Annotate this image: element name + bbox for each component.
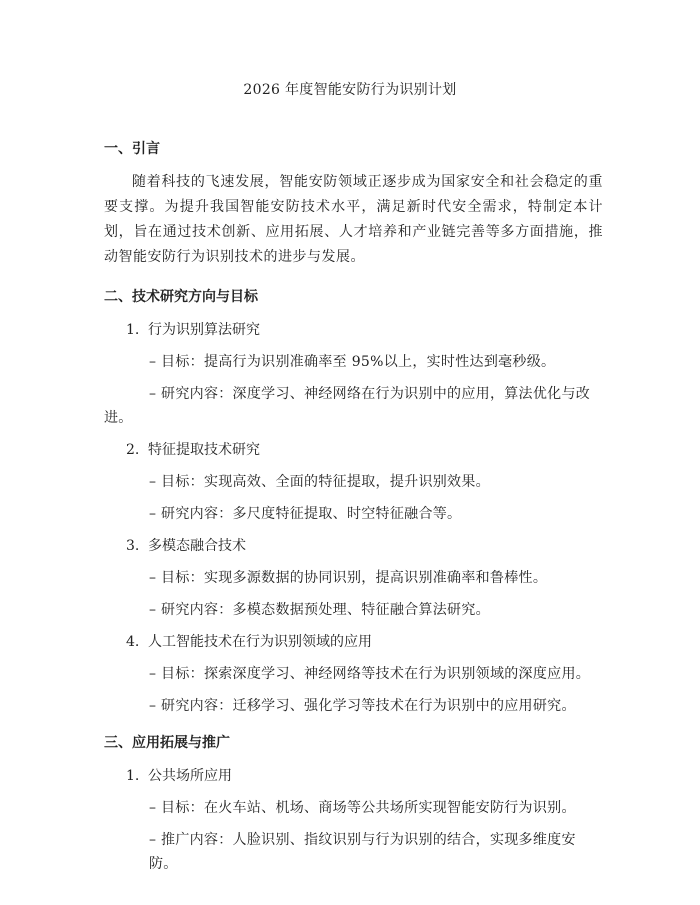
list-item-title: 行为识别算法研究 (148, 322, 260, 338)
bullet-content: – 研究内容：多模态数据预处理、特征融合算法研究。 (149, 602, 490, 618)
bullet-content: – 研究内容：多尺度特征提取、时空特征融合等。 (149, 506, 462, 522)
bullet-goal: – 目标：实现多源数据的协同识别，提高识别准确率和鲁棒性。 (149, 570, 548, 586)
bullet-goal: – 目标：实现高效、全面的特征提取，提升识别效果。 (149, 474, 490, 490)
intro-paragraph: 随着科技的飞速发展，智能安防领域正逐步成为国家安全和社会稳定的重要支撑。为提升我国智能安防技术水平，满足新时代安全需求，特制定本计划，旨在通过技术创新、应用拓展、人才培养和产业链完善等多方面措施，推动智能安防行为识别技术的进步与发展。 (104, 174, 603, 265)
bullet-goal: – 目标：探索深度学习、神经网络等技术在行为识别领域的深度应用。 (149, 666, 591, 682)
list-number: 4. (126, 634, 140, 650)
list-number: 2. (126, 442, 140, 458)
list-item (104, 318, 603, 342)
list-item-title: 公共场所应用 (148, 768, 232, 784)
list-item (104, 630, 603, 654)
list-item-title: 人工智能技术在行为识别领域的应用 (148, 634, 372, 650)
section-heading-research: 二、技术研究方向与目标 (104, 289, 258, 305)
document-body (104, 138, 603, 884)
document-title: 2026 年度智能安防行为识别计划 (243, 82, 457, 98)
bullet-goal: – 目标：在火车站、机场、商场等公共场所实现智能安防行为识别。 (149, 800, 576, 816)
section-heading-intro: 一、引言 (104, 141, 160, 157)
list-number: 1. (126, 322, 140, 338)
list-number: 3. (126, 538, 140, 554)
list-item (104, 764, 603, 788)
list-item-title: 多模态融合技术 (148, 538, 246, 554)
bullet-content: – 研究内容：深度学习、神经网络在行为识别中的应用，算法优化与改进。 (104, 386, 591, 426)
bullet-content: – 推广内容：人脸识别、指纹识别与行为识别的结合，实现多维度安防。 (149, 832, 576, 872)
list-item-title: 特征提取技术研究 (148, 442, 260, 458)
bullet-content: – 研究内容：迁移学习、强化学习等技术在行为识别中的应用研究。 (149, 698, 576, 714)
bullet-goal: – 目标：提高行为识别准确率至 95%以上，实时性达到毫秒级。 (149, 354, 556, 370)
list-item (104, 534, 603, 558)
list-number: 1. (126, 768, 140, 784)
section-heading-application: 三、应用拓展与推广 (104, 735, 230, 751)
list-item (104, 438, 603, 462)
